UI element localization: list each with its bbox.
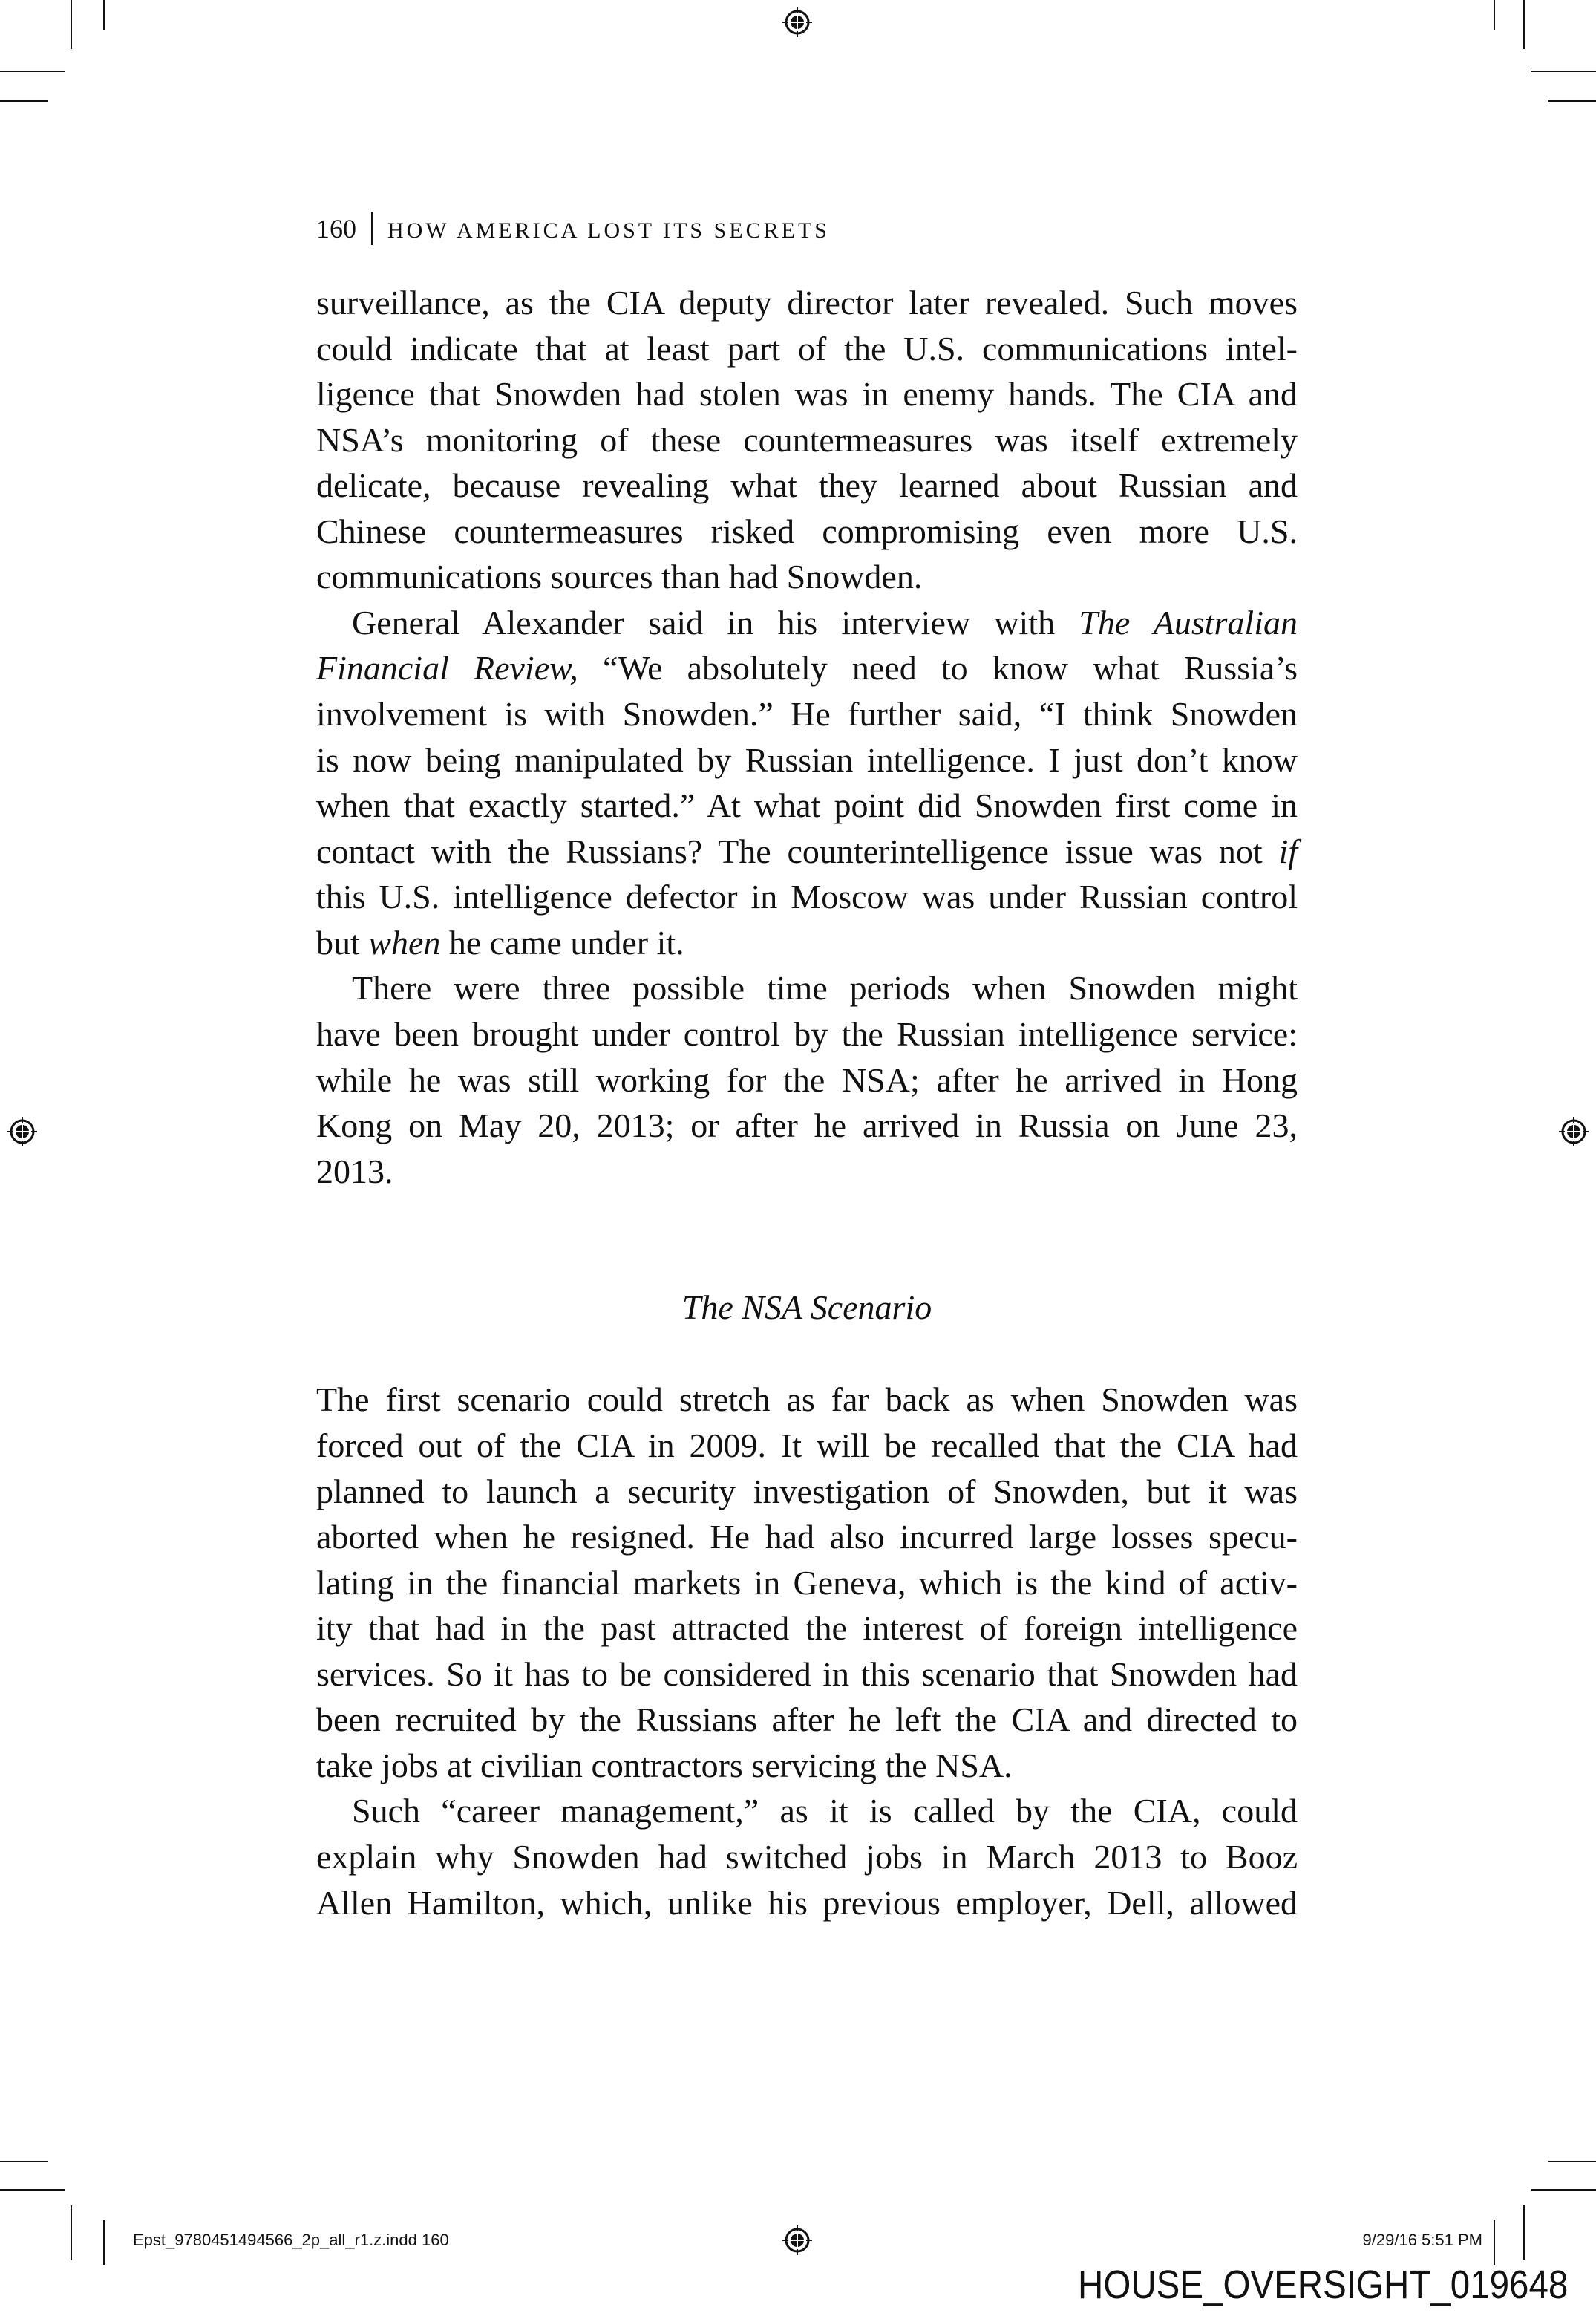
text-line <box>316 1103 1298 1148</box>
text-segment: delicate, because revealing what they learned about Russian and <box>316 466 1298 504</box>
text-line <box>316 1835 1298 1879</box>
text-line <box>316 509 1298 554</box>
text-line <box>316 327 1298 371</box>
text-line <box>316 1561 1298 1605</box>
text-segment: lating in the financial markets in Geneva, which is the kind of activ- <box>316 1564 1298 1602</box>
slug-filename: Epst_9780451494566_2p_all_r1.z.indd 160 <box>133 2231 449 2249</box>
text-segment: contact with the Russians? The counterintelligence issue was not <box>316 832 1279 870</box>
text-segment: The first scenario could stretch as far back as when Snowden was <box>316 1380 1298 1418</box>
registration-mark-icon <box>781 2224 814 2257</box>
text-line <box>316 921 1298 965</box>
text-segment: 2013. <box>316 1152 393 1190</box>
italic-text: when <box>368 924 441 962</box>
text-segment: is now being manipulated by Russian intelligence. I just don’t know <box>316 741 1298 779</box>
text-segment: aborted when he resigned. He had also incurred large losses specu- <box>316 1518 1298 1556</box>
text-segment: when that exactly started.” At what point did Snowden first come in <box>316 786 1298 824</box>
registration-mark-icon <box>6 1115 39 1148</box>
italic-text: Financial Review, <box>316 649 578 687</box>
text-line <box>316 1149 1298 1194</box>
section-heading: The NSA Scenario <box>681 1288 932 1326</box>
text-segment: take jobs at civilian contractors servicing the NSA. <box>316 1746 1013 1784</box>
text-line <box>316 1881 1298 1925</box>
text-line <box>316 463 1298 508</box>
text-line <box>316 646 1298 691</box>
text-line <box>316 738 1298 783</box>
running-header <box>316 209 830 250</box>
page-number: 160 <box>316 214 356 244</box>
text-segment: communications sources than had Snowden. <box>316 558 923 596</box>
registration-mark-icon <box>781 6 814 39</box>
text-segment: he came under it. <box>440 924 684 962</box>
text-line <box>316 281 1298 325</box>
text-segment: forced out of the CIA in 2009. It will be recalled that the CIA had <box>316 1426 1298 1464</box>
bates-number: HOUSE_OVERSIGHT_019648 <box>1077 2263 1568 2307</box>
text-segment: General Alexander said in his interview with <box>352 604 1079 642</box>
text-segment: Such “career management,” as it is called by the CIA, could <box>352 1792 1298 1830</box>
text-segment: surveillance, as the CIA deputy director later revealed. Such moves <box>316 284 1298 322</box>
text-segment: this U.S. intelligence defector in Moscow was under Russian control <box>316 878 1298 916</box>
text-line <box>316 1012 1298 1057</box>
running-title: HOW AMERICA LOST ITS SECRETS <box>387 218 830 243</box>
text-line <box>316 783 1298 828</box>
text-segment: explain why Snowden had switched jobs in March 2013 to Booz <box>316 1838 1298 1876</box>
text-line <box>316 418 1298 463</box>
text-segment: but <box>316 924 369 962</box>
text-segment: planned to launch a security investigation of Snowden, but it was <box>316 1472 1298 1510</box>
header-divider <box>371 212 373 245</box>
text-segment: services. So it has to be considered in this scenario that Snowden had <box>316 1655 1298 1693</box>
text-segment: ity that had in the past attracted the interest of foreign intelligence <box>316 1609 1298 1647</box>
text-segment: “We absolutely need to know what Russia’s <box>578 649 1298 687</box>
text-line <box>316 692 1298 737</box>
text-segment: involvement is with Snowden.” He further said, “I think Snowden <box>316 695 1298 733</box>
text-line <box>316 875 1298 919</box>
text-segment: Kong on May 20, 2013; or after he arrived in Russia on June 23, <box>316 1106 1298 1144</box>
text-line <box>316 1697 1298 1742</box>
text-line <box>316 1515 1298 1559</box>
text-segment: There were three possible time periods when Snowden might <box>352 969 1298 1007</box>
text-line <box>316 372 1298 417</box>
text-line <box>316 829 1298 874</box>
text-line <box>316 1377 1298 1422</box>
text-line <box>316 555 1298 599</box>
text-segment: have been brought under control by the Russian intelligence service: <box>316 1015 1298 1053</box>
text-line <box>316 1423 1298 1468</box>
italic-text: if <box>1278 832 1298 870</box>
text-line <box>316 1743 1298 1788</box>
text-segment: NSA’s monitoring of these countermeasures was itself extremely <box>316 421 1298 459</box>
text-line <box>316 1652 1298 1697</box>
text-line <box>316 1789 1298 1833</box>
italic-text: The Australian <box>1079 604 1298 642</box>
text-line <box>316 1469 1298 1514</box>
text-segment: ligence that Snowden had stolen was in enemy hands. The CIA and <box>316 375 1298 413</box>
text-segment: while he was still working for the NSA; after he arrived in Hong <box>316 1061 1298 1099</box>
text-line <box>316 1058 1298 1103</box>
text-segment: Allen Hamilton, which, unlike his previous employer, Dell, allowed <box>316 1884 1298 1922</box>
text-segment: Chinese countermeasures risked compromising even more U.S. <box>316 512 1298 550</box>
text-segment: been recruited by the Russians after he left the CIA and directed to <box>316 1700 1298 1738</box>
registration-mark-icon <box>1557 1115 1590 1148</box>
text-line <box>316 1606 1298 1651</box>
text-segment: could indicate that at least part of the U.S. communications intel- <box>316 330 1298 368</box>
text-line <box>316 966 1298 1011</box>
text-line <box>316 601 1298 645</box>
slug-datetime: 9/29/16 5:51 PM <box>1362 2231 1482 2249</box>
